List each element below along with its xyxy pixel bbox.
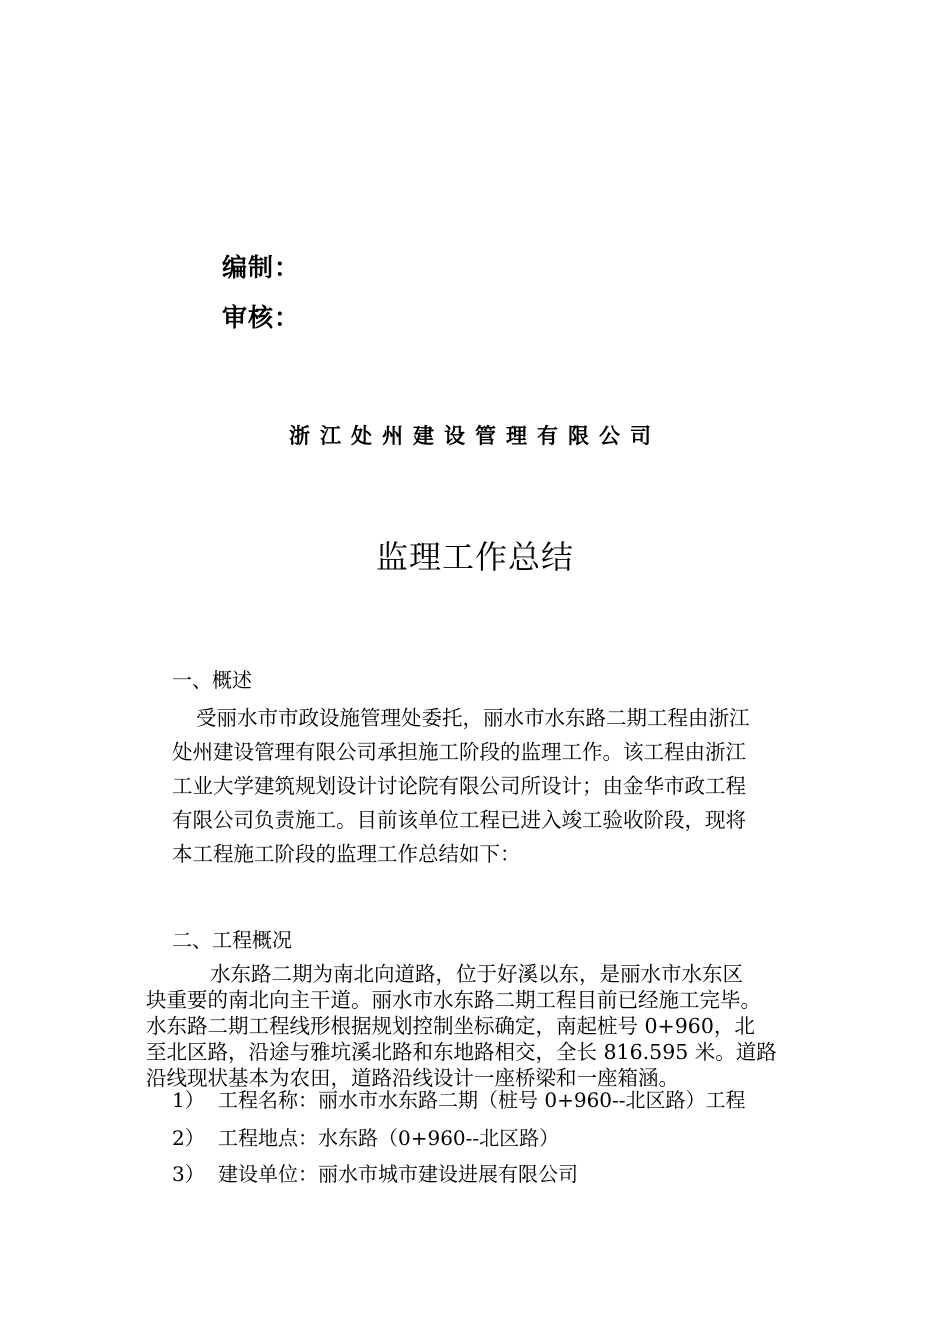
paragraph-line: 水东路二期工程线形根据规划控制坐标确定，南起桩号 0+960，北 — [146, 1014, 755, 1038]
list-item-number: 2） — [172, 1126, 205, 1150]
section-heading-project-overview: 二、工程概况 — [172, 928, 292, 952]
reviewer-label: 审核： — [222, 303, 301, 332]
paragraph-line: 有限公司负责施工。目前该单位工程已进入竣工验收阶段，现将 — [172, 808, 746, 832]
paragraph-line: 水东路二期为南北向道路，位于好溪以东，是丽水市水东区 — [210, 962, 743, 986]
paragraph-line: 沿线现状基本为农田，道路沿线设计一座桥梁和一座箱涵。 — [146, 1066, 679, 1090]
list-item-number: 1） — [172, 1088, 205, 1112]
list-item — [172, 1087, 746, 1113]
list-item-text: 工程地点：水东路（0+960--北区路） — [218, 1126, 560, 1150]
paragraph-line: 处州建设管理有限公司承担施工阶段的监理工作。该工程由浙江 — [172, 740, 746, 764]
section-heading-overview: 一、概述 — [172, 668, 252, 692]
list-item — [172, 1125, 559, 1151]
list-item — [172, 1161, 578, 1187]
list-item-text: 建设单位：丽水市城市建设进展有限公司 — [218, 1162, 578, 1186]
compiler-label: 编制： — [222, 253, 301, 282]
paragraph-line: 工业大学建筑规划设计讨论院有限公司所设计；由金华市政工程 — [172, 774, 746, 798]
list-item-number: 3） — [172, 1162, 205, 1186]
list-item-text: 工程名称：丽水市水东路二期（桩号 0+960--北区路）工程 — [218, 1088, 746, 1112]
paragraph-line: 本工程施工阶段的监理工作总结如下： — [172, 842, 521, 866]
paragraph-line: 至北区路，沿途与雅坑溪北路和东地路相交，全长 816.595 米。道路 — [146, 1040, 777, 1064]
paragraph-line: 受丽水市市政设施管理处委托，丽水市水东路二期工程由浙江 — [196, 706, 750, 730]
company-name: 浙江处州建设管理有限公司 — [289, 424, 661, 448]
paragraph-line: 块重要的南北向主干道。丽水市水东路二期工程目前已经施工完毕。 — [146, 988, 761, 1012]
document-title: 监理工作总结 — [375, 538, 574, 576]
